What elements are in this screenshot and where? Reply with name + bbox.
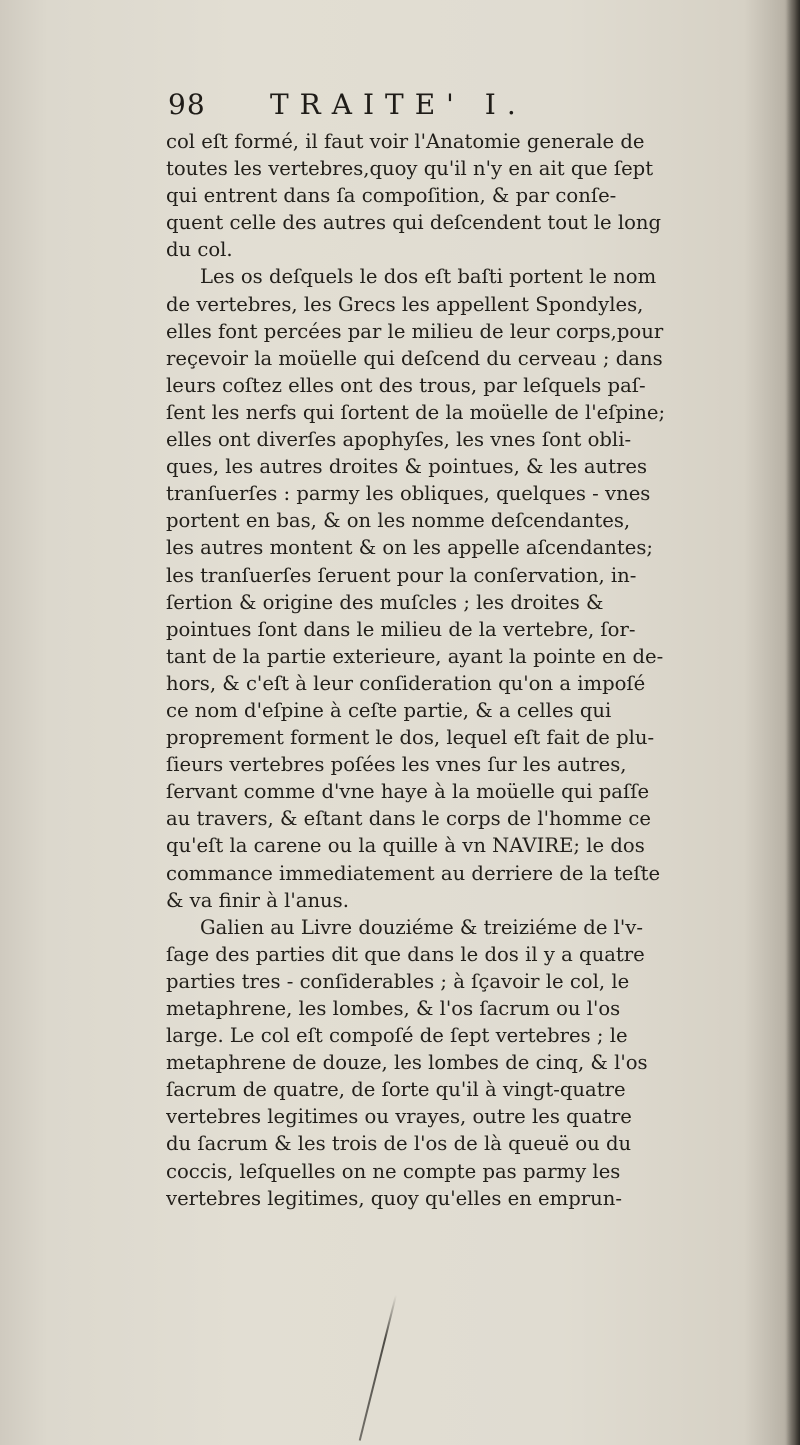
- text-line: leurs coſtez elles ont des trous, par leſquels paſ-: [166, 373, 646, 397]
- text-line: qui entrent dans ſa compoſition, & par conſe-: [166, 184, 617, 208]
- text-line: reçevoir la moüelle qui deſcend du cerveau ; dans: [166, 346, 663, 370]
- text-line: pointues ſont dans le milieu de la vertebre, ſor-: [166, 617, 636, 641]
- page-header: [168, 86, 788, 126]
- text-line: & va finir à l'anus.: [166, 888, 349, 912]
- text-line: vertebres legitimes ou vrayes, outre les quatre: [166, 1105, 632, 1129]
- text-line: ſertion & origine des muſcles ; les droites &: [166, 590, 604, 614]
- text-line: col eſt formé, il faut voir l'Anatomie generale de: [166, 130, 645, 153]
- text-line: ce nom d'eſpine à ceſte partie, & a celles qui: [166, 698, 612, 722]
- text-line: toutes les vertebres,quoy qu'il n'y en ait que ſept: [166, 157, 654, 181]
- text-line: Les os deſquels le dos eſt baſti portent le nom: [200, 265, 657, 289]
- text-line: ſage des parties dit que dans le dos il y a quatre: [166, 942, 645, 966]
- text-line: tranſuerſes : parmy les obliques, quelques - vnes: [166, 482, 651, 506]
- running-title: TRAITE' I.: [270, 88, 527, 121]
- text-line: portent en bas, & on les nomme deſcendantes,: [166, 509, 631, 533]
- text-line: ſieurs vertebres poſées les vnes ſur les autres,: [166, 753, 627, 777]
- text-line: les autres montent & on les appelle aſcendantes;: [166, 536, 654, 560]
- text-line: coccis, leſquelles on ne compte pas parmy les: [166, 1159, 621, 1183]
- text-line: de vertebres, les Grecs les appellent Spondyles,: [166, 292, 644, 316]
- text-line: du ſacrum & les trois de l'os de là queuë ou du: [166, 1132, 632, 1156]
- text-line: hors, & c'eſt à leur conſideration qu'on a impoſé: [166, 671, 646, 695]
- text-line: ſent les nerfs qui ſortent de la moüelle de l'eſpine;: [166, 400, 666, 424]
- text-line: ques, les autres droites & pointues, & les autres: [166, 455, 648, 479]
- text-line: qu'eſt la carene ou la quille à vn NAVIRE; le dos: [166, 834, 645, 858]
- text-line: ſacrum de quatre, de ſorte qu'il à vingt-quatre: [166, 1078, 626, 1102]
- text-line: les tranſuerſes ſeruent pour la conſervation, in-: [166, 563, 637, 587]
- text-line: metaphrene, les lombes, & l'os ſacrum ou l'os: [166, 997, 621, 1020]
- text-line: commance immediatement au derriere de la teſte: [166, 861, 661, 885]
- text-line: vertebres legitimes, quoy qu'elles en emprun-: [166, 1186, 622, 1210]
- text-line: ſervant comme d'vne haye à la moüelle qui paſſe: [166, 780, 650, 804]
- text-line: Galien au Livre douziéme & treiziéme de l'v-: [200, 915, 643, 939]
- paper-scratch-mark: [359, 1295, 397, 1441]
- page-number: 98: [168, 88, 206, 121]
- text-line: proprement forment le dos, lequel eſt fait de plu-: [166, 726, 655, 750]
- text-line: quent celle des autres qui deſcendent tout le long: [166, 211, 662, 235]
- text-line: du col.: [166, 238, 233, 262]
- text-line: large. Le col eſt compoſé de ſept vertebres ; le: [166, 1024, 628, 1048]
- text-line: elles font percées par le milieu de leur corps,pour: [166, 319, 664, 343]
- text-line: elles ont diverſes apophyſes, les vnes ſont obli-: [166, 428, 632, 452]
- text-line: tant de la partie exterieure, ayant la pointe en de-: [166, 644, 664, 668]
- text-line: parties tres - conſiderables ; à ſçavoir le col, le: [166, 969, 630, 993]
- text-line: au travers, & eſtant dans le corps de l'homme ce: [166, 807, 651, 831]
- body-text: [166, 128, 794, 1212]
- text-line: metaphrene de douze, les lombes de cinq, & l'os: [166, 1051, 648, 1075]
